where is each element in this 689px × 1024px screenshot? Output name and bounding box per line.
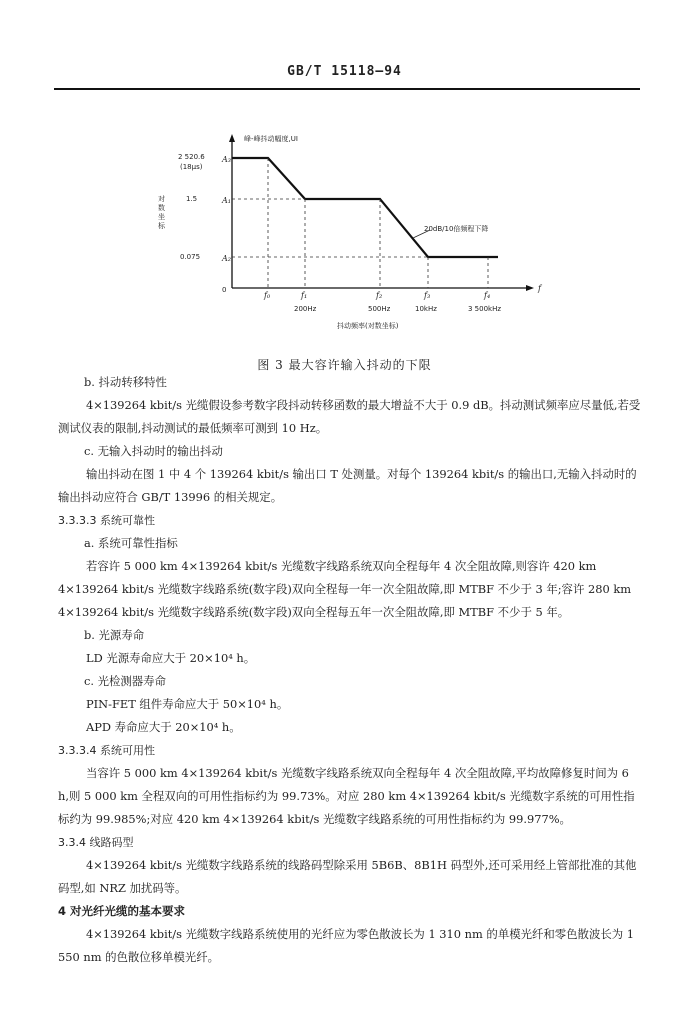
x-symbol-f4: f₄	[484, 291, 491, 300]
x-value-500hz: 500Hz	[368, 305, 391, 313]
jitter-figure	[0, 0, 689, 360]
paragraph-13: 当容许 5 000 km 4×139264 kbit/s 光缆数字线路系统双向全程每年 4 次全阻故障,平均故障修复时间为 6 h,则 5 000 km 全程双向的可用性指标约为 99.73%。对应 280 km 4×139264 kbit/s 光缆数字系统的可用性指标约为 99.985%;对应 420 km 4×139264 kbit/s 光缆数字线路系统的可用性指标约为 99.977%。	[58, 766, 635, 826]
x-symbol-f3: f₃	[424, 291, 431, 300]
paragraph-1: 4×139264 kbit/s 光缆假设参考数字段抖动转移函数的最大增益不大于 0.9 dB。抖动测试频率应尽量低,若受测试仪表的限制,抖动测试的最低频率可测到 10 Hz。	[58, 398, 641, 435]
paragraph-5: a. 系统可靠性指标	[84, 536, 178, 550]
page-header: GB/T 15118—94	[287, 64, 402, 79]
x-axis-f: f	[538, 284, 541, 293]
paragraph-3: 输出抖动在图 1 中 4 个 139264 kbit/s 输出口 T 处测量。对每个 139264 kbit/s 的输出口,无输入抖动时的输出抖动应符合 GB/T 13996 的相关规定。	[58, 467, 637, 504]
x-axis-title: 抖动频率(对数坐标)	[337, 322, 399, 330]
paragraph-7: b. 光源寿命	[84, 628, 145, 642]
y-tick-a2-value: 0.075	[180, 253, 201, 261]
y-tick-a3-value2: (18μs)	[180, 163, 203, 171]
paragraph-2: c. 无输入抖动时的输出抖动	[84, 444, 223, 458]
y-axis-arrow	[229, 134, 235, 142]
x-symbol-f0: f₀	[264, 291, 271, 300]
paragraph-9: c. 光检测器寿命	[84, 674, 166, 688]
x-value-10khz: 10kHz	[415, 305, 437, 313]
x-value-200hz: 200Hz	[294, 305, 317, 313]
jitter-curve	[232, 158, 498, 257]
y-axis-label-4: 标	[158, 222, 165, 230]
figure-caption: 图 3 最大容许输入抖动的下限	[257, 358, 432, 372]
origin-label: 0	[222, 286, 227, 294]
paragraph-6: 若容许 5 000 km 4×139264 kbit/s 光缆数字线路系统双向全程每年 4 次全阻故障,则容许 420 km 4×139264 kbit/s 光缆数字线路系统(数字段)双向全程每一年一次全阻故障,即 MTBF 不少于 3 年;容许 280 km 4×139264 kbit/s 光缆数字线路系统(数字段)双向全程每五年一次全阻故障,即 MTBF 不少于 5 年。	[58, 559, 632, 619]
y-tick-a3-symbol: A₃	[222, 155, 231, 164]
y-tick-a2-symbol: A₂	[222, 254, 231, 263]
paragraph-8: LD 光源寿命应大于 20×10⁴ h。	[86, 651, 256, 665]
paragraph-0: b. 抖动转移特性	[84, 375, 167, 389]
paragraph-17: 4×139264 kbit/s 光缆数字线路系统使用的光纤应为零色散波长为 1 310 nm 的单模光纤和零色散波长为 1 550 nm 的色散位移单模光纤。	[58, 927, 634, 964]
y-axis-label-2: 数	[158, 204, 165, 212]
body-text	[58, 371, 642, 969]
slope-note: 20dB/10倍频程下降	[424, 225, 489, 233]
y-axis-title: 峰-峰抖动幅度,UI	[244, 135, 298, 143]
y-tick-a1-symbol: A₁	[222, 196, 231, 205]
paragraph-12: 3.3.3.4 系统可用性	[58, 744, 155, 757]
y-tick-a1-value: 1.5	[186, 195, 198, 203]
x-value-3500khz: 3 500kHz	[468, 305, 502, 313]
x-symbol-f1: f₁	[301, 291, 308, 300]
guide-lines	[232, 158, 488, 288]
paragraph-4: 3.3.3.3 系统可靠性	[58, 514, 155, 527]
y-axis-label-3: 坐	[158, 213, 165, 221]
paragraph-11: APD 寿命应大于 20×10⁴ h。	[86, 720, 241, 734]
x-symbol-f2: f₂	[376, 291, 383, 300]
paragraph-10: PIN-FET 组件寿命应大于 50×10⁴ h。	[86, 697, 289, 711]
paragraph-15: 4×139264 kbit/s 光缆数字线路系统的线路码型除采用 5B6B、8B1H 码型外,还可采用经上管部批准的其他码型,如 NRZ 加扰码等。	[58, 858, 637, 895]
paragraph-16: 4 对光纤光缆的基本要求	[58, 904, 186, 918]
y-tick-a3-value: 2 520.6	[178, 153, 205, 161]
y-axis-label-1: 对	[158, 195, 165, 203]
paragraph-14: 3.3.4 线路码型	[58, 836, 134, 849]
x-axis-arrow	[526, 285, 534, 291]
